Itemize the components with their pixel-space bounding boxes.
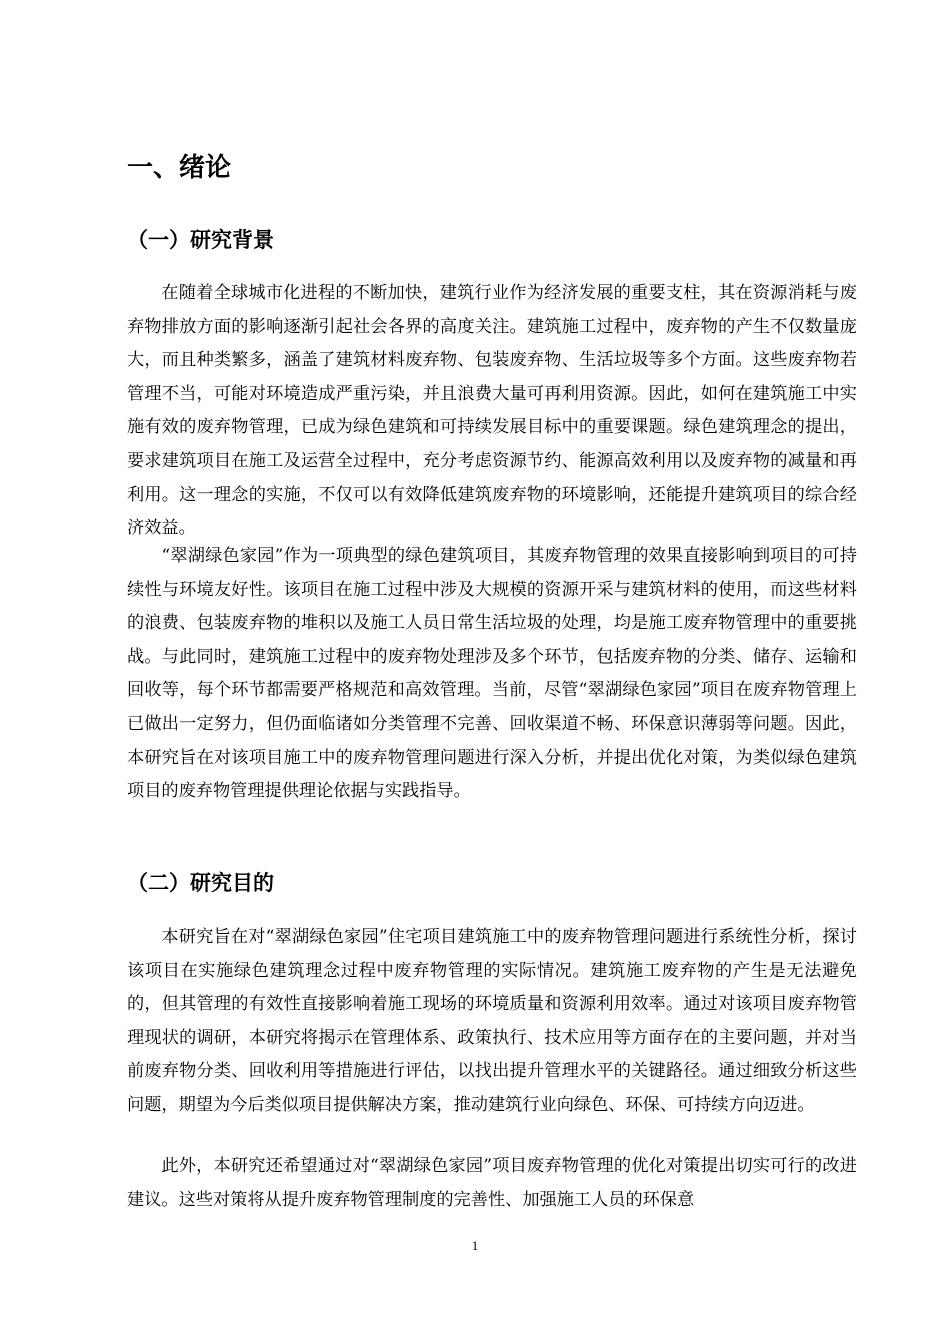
paragraph: 此外，本研究还希望通过对“翠湖绿色家园”项目废弃物管理的优化对策提出切实可行的改进建议。这些对策将从提升废弃物管理制度的完善性、加强施工人员的环保意 xyxy=(127,1156,857,1210)
paragraph: 本研究旨在对“翠湖绿色家园”住宅项目建筑施工中的废弃物管理问题进行系统性分析，探讨该项目在实施绿色建筑理念过程中废弃物管理的实际情况。建筑施工废弃物的产生是无法避免的，但其管理的有效性直接影响着施工现场的环境质量和资源利用效率。通过对该项目废弃物管理现状的调研，本研究将揭示在管理体系、政策执行、技术应用等方面存在的主要问题，并对当前废弃物分类、回收利用等措施进行评估，以找出提升管理水平的关键路径。通过细致分析这些问题，期望为今后类似项目提供解决方案，推动建筑行业向绿色、环保、可持续方向迈进。 xyxy=(127,927,857,1115)
chapter-title: 一、绪论 xyxy=(127,153,232,183)
page-number: 1 xyxy=(471,1238,479,1253)
section-title-background: （一）研究背景 xyxy=(127,228,274,252)
paragraph: “翠湖绿色家园”作为一项典型的绿色建筑项目，其废弃物管理的效果直接影响到项目的可持续性与环境友好性。该项目在施工过程中涉及大规模的资源开采与建筑材料的使用，而这些材料的浪费、包装废弃物的堆积以及施工人员日常生活垃圾的处理，均是施工废弃物管理中的重要挑战。与此同时，建筑施工过程中的废弃物处理涉及多个环节，包括废弃物的分类、储存、运输和回收等，每个环节都需要严格规范和高效管理。当前，尽管“翠湖绿色家园”项目在废弃物管理上已做出一定努力，但仍面临诸如分类管理不完善、回收渠道不畅、环保意识薄弱等问题。因此，本研究旨在对该项目施工中的废弃物管理问题进行深入分析，并提出优化对策，为类似绿色建筑项目的废弃物管理提供理论依据与实践指导。 xyxy=(127,546,857,802)
section-title-purpose: （二）研究目的 xyxy=(127,871,274,895)
paragraph: 在随着全球城市化进程的不断加快，建筑行业作为经济发展的重要支柱，其在资源消耗与废弃物排放方面的影响逐渐引起社会各界的高度关注。建筑施工过程中，废弃物的产生不仅数量庞大，而且种类繁多，涵盖了建筑材料废弃物、包装废弃物、生活垃圾等多个方面。这些废弃物若管理不当，可能对环境造成严重污染，并且浪费大量可再利用资源。因此，如何在建筑施工中实施有效的废弃物管理，已成为绿色建筑和可持续发展目标中的重要课题。绿色建筑理念的提出，要求建筑项目在施工及运营全过程中，充分考虑资源节约、能源高效利用以及废弃物的减量和再利用。这一理念的实施，不仅可以有效降低建筑废弃物的环境影响，还能提升建筑项目的综合经济效益。 xyxy=(127,283,857,539)
